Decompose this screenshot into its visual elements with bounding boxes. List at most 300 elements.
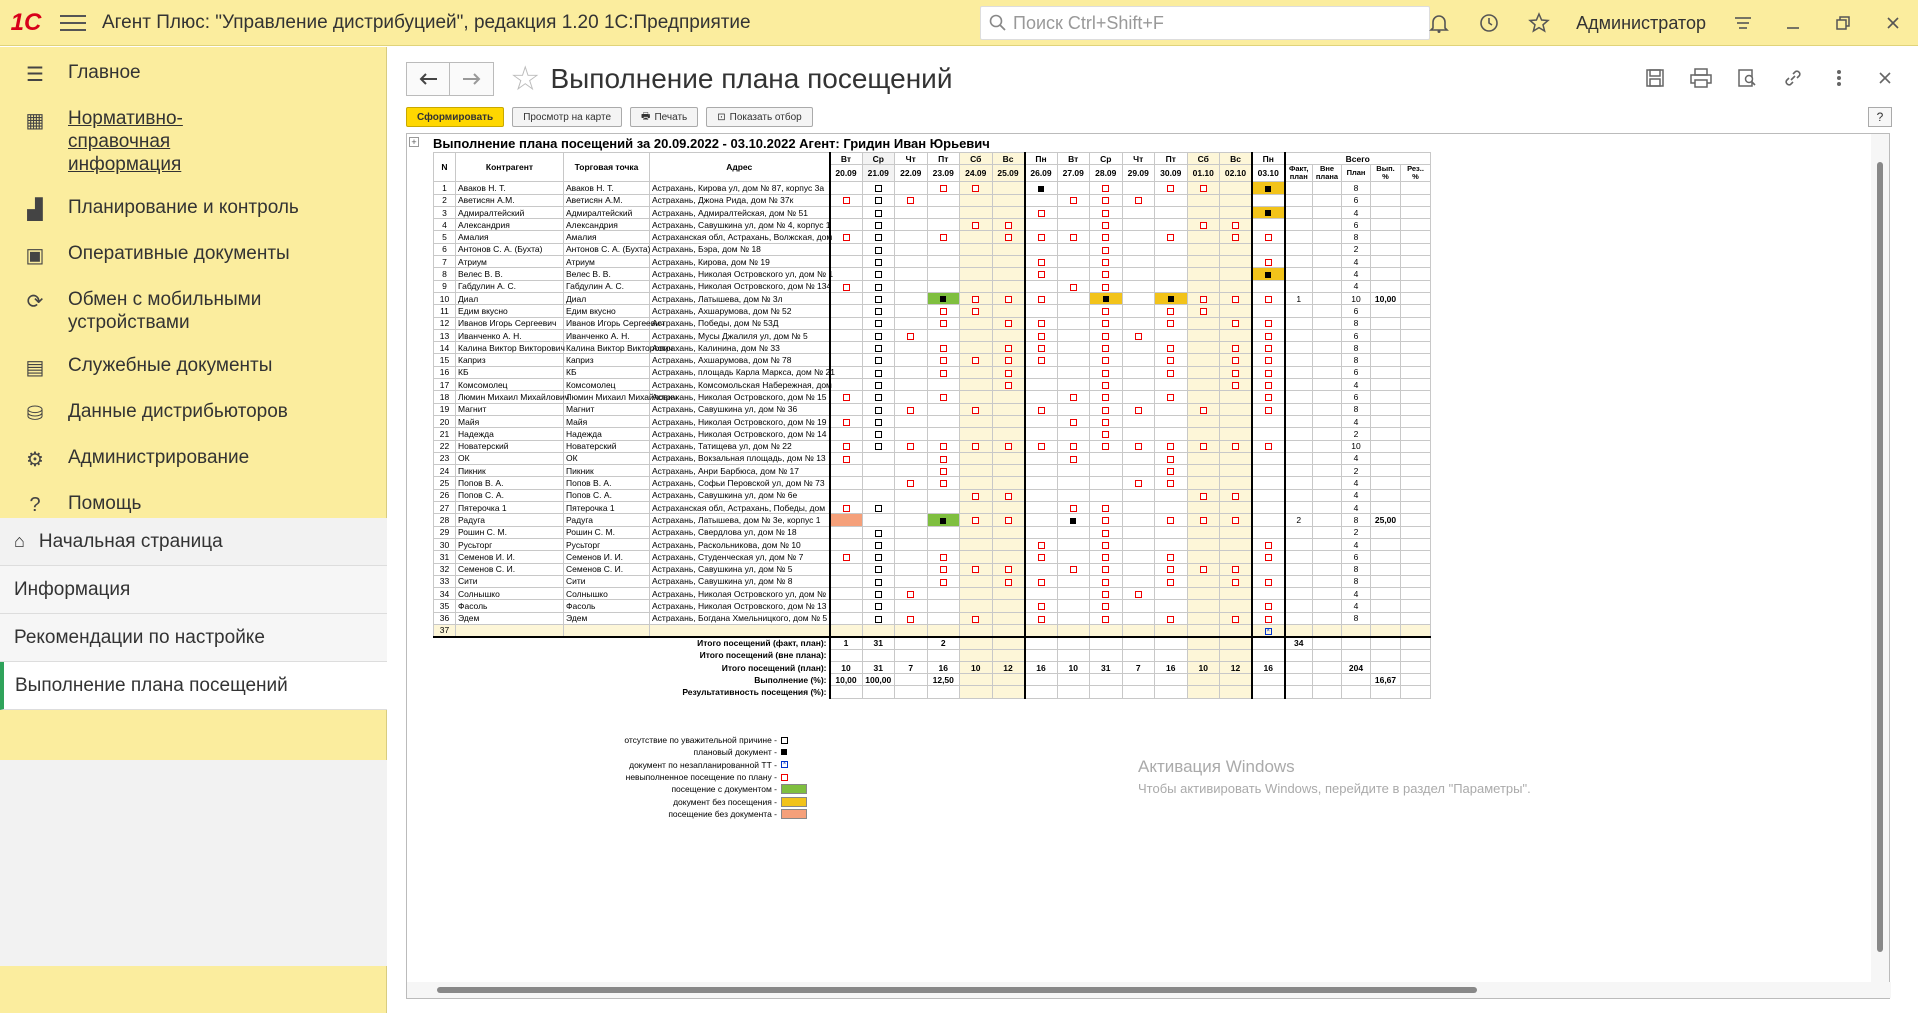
summary-day-cell — [1252, 649, 1285, 661]
summary-day-cell — [960, 637, 993, 649]
missed-visit-icon — [1232, 234, 1239, 241]
search-icon — [989, 14, 1007, 32]
total-cell — [1371, 231, 1401, 243]
excused-absence-icon — [875, 443, 882, 450]
point-cell: Пикник — [564, 465, 650, 477]
date-header: 28.09 — [1090, 165, 1123, 182]
sidebar-section-0[interactable] — [0, 51, 386, 97]
planned-document-icon — [1070, 518, 1076, 524]
summary-day-cell — [1187, 637, 1220, 649]
day-cell — [960, 219, 993, 231]
preview-icon[interactable] — [1724, 61, 1770, 95]
day-cell — [1220, 182, 1253, 194]
missed-visit-icon — [1070, 443, 1077, 450]
more-vertical-icon[interactable] — [1816, 61, 1862, 95]
table-row[interactable] — [434, 317, 1431, 329]
total-cell — [1285, 243, 1313, 255]
address-cell: Астрахань, площадь Карла Маркса, дом № 21 — [650, 366, 830, 378]
day-cell — [1220, 551, 1253, 563]
main-menu-icon[interactable] — [60, 10, 86, 36]
missed-visit-icon — [1167, 554, 1174, 561]
table-row[interactable] — [434, 624, 1431, 636]
day-cell — [992, 292, 1025, 304]
save-icon[interactable] — [1632, 61, 1678, 95]
legend-item — [617, 759, 807, 771]
restore-icon[interactable] — [1818, 0, 1868, 46]
day-cell — [862, 538, 895, 550]
total-cell — [1313, 489, 1342, 501]
table-row[interactable] — [434, 391, 1431, 403]
table-row[interactable] — [434, 231, 1431, 243]
total-cell: 8 — [1342, 563, 1371, 575]
help-button[interactable]: ? — [1868, 107, 1892, 127]
total-cell — [1285, 342, 1313, 354]
day-cell — [1155, 452, 1188, 464]
open-window-2[interactable] — [0, 614, 387, 662]
settings-lines-icon[interactable] — [1718, 0, 1768, 46]
day-cell — [1057, 243, 1090, 255]
sidebar-section-label: Главное — [68, 62, 141, 83]
missed-visit-icon — [1070, 284, 1077, 291]
table-row[interactable] — [434, 305, 1431, 317]
day-cell — [960, 563, 993, 575]
total-cell — [1401, 231, 1431, 243]
missed-visit-icon — [1265, 554, 1272, 561]
day-cell — [960, 514, 993, 526]
day-cell — [1220, 403, 1253, 415]
total-cell: 6 — [1342, 366, 1371, 378]
day-cell — [1025, 194, 1058, 206]
table-row[interactable] — [434, 514, 1431, 526]
summary-day-cell — [895, 637, 928, 649]
total-cell — [1285, 391, 1313, 403]
missed-visit-icon — [1167, 234, 1174, 241]
point-cell: Надежда — [564, 428, 650, 440]
day-cell — [1057, 514, 1090, 526]
row-number: 34 — [434, 588, 456, 600]
day-cell — [1122, 256, 1155, 268]
day-cell — [1252, 366, 1285, 378]
table-row[interactable] — [434, 342, 1431, 354]
day-cell — [960, 440, 993, 452]
total-cell — [1285, 219, 1313, 231]
print-icon[interactable] — [1678, 61, 1724, 95]
missed-visit-icon — [1102, 431, 1109, 438]
row-number: 28 — [434, 514, 456, 526]
total-cell — [1371, 256, 1401, 268]
day-cell — [1155, 600, 1188, 612]
total-cell: 6 — [1342, 391, 1371, 403]
print-button[interactable] — [630, 107, 698, 127]
col-address-header: Адрес — [650, 153, 830, 182]
day-cell — [992, 366, 1025, 378]
table-row[interactable] — [434, 329, 1431, 341]
total-cell — [1401, 452, 1431, 464]
address-cell: Астрахань, Богдана Хмельницкого, дом № 5 — [650, 612, 830, 624]
summary-day-cell: 1 — [830, 637, 863, 649]
minimize-icon[interactable] — [1768, 0, 1818, 46]
table-row[interactable] — [434, 415, 1431, 427]
contractor-cell — [456, 624, 564, 636]
table-row[interactable] — [434, 280, 1431, 292]
day-cell — [1122, 440, 1155, 452]
link-icon[interactable] — [1770, 61, 1816, 95]
day-cell — [830, 612, 863, 624]
vertical-scrollbar[interactable] — [1871, 134, 1889, 984]
day-cell — [1187, 588, 1220, 600]
point-cell: Эдем — [564, 612, 650, 624]
sidebar-section-label: Нормативно-справочная информация — [68, 108, 183, 175]
planned-document-icon — [1038, 186, 1044, 192]
row-number: 29 — [434, 526, 456, 538]
missed-visit-icon — [940, 357, 947, 364]
close-icon[interactable] — [1868, 0, 1918, 46]
sidebar-section-4[interactable] — [0, 278, 386, 344]
day-of-week-header: Пн — [1252, 153, 1285, 165]
missed-visit-icon — [1200, 407, 1207, 414]
table-row[interactable] — [434, 206, 1431, 218]
table-row[interactable] — [434, 268, 1431, 280]
total-cell — [1313, 477, 1342, 489]
missed-visit-icon — [843, 284, 850, 291]
day-cell — [1187, 219, 1220, 231]
address-cell: Астрахань, Кирова, дом № 19 — [650, 256, 830, 268]
day-cell — [830, 305, 863, 317]
map-view-button[interactable]: Просмотр на карте — [512, 107, 622, 127]
contractor-cell: Люмин Михаил Михайлович — [456, 391, 564, 403]
table-row[interactable] — [434, 563, 1431, 575]
day-cell — [1122, 379, 1155, 391]
missed-visit-icon — [1265, 345, 1272, 352]
contractor-cell: Пикник — [456, 465, 564, 477]
day-cell — [992, 477, 1025, 489]
table-row[interactable] — [434, 403, 1431, 415]
point-cell: Новатерский — [564, 440, 650, 452]
1c-logo[interactable]: 1С — [10, 8, 42, 36]
form-close-icon[interactable] — [1862, 61, 1908, 95]
total-cell — [1313, 231, 1342, 243]
day-cell — [1090, 231, 1123, 243]
total-cell: 4 — [1342, 600, 1371, 612]
sidebar-section-6[interactable] — [0, 390, 386, 436]
total-cell — [1371, 182, 1401, 194]
day-cell — [992, 329, 1025, 341]
missed-visit-icon — [1200, 308, 1207, 315]
forward-button[interactable] — [450, 62, 494, 96]
day-cell — [1155, 403, 1188, 415]
day-cell — [1220, 452, 1253, 464]
day-cell — [1090, 268, 1123, 280]
date-header: 29.09 — [1122, 165, 1155, 182]
user-name[interactable]: Администратор — [1576, 12, 1706, 33]
day-cell — [1122, 624, 1155, 636]
day-cell — [1220, 379, 1253, 391]
contractor-cell: КБ — [456, 366, 564, 378]
total-cell: 8 — [1342, 612, 1371, 624]
day-cell — [1252, 182, 1285, 194]
day-cell — [1025, 538, 1058, 550]
table-row[interactable] — [434, 366, 1431, 378]
day-cell — [992, 465, 1025, 477]
date-header: 26.09 — [1025, 165, 1058, 182]
history-icon[interactable] — [1464, 0, 1514, 46]
generate-button[interactable]: Сформировать — [406, 107, 504, 127]
day-cell — [1155, 354, 1188, 366]
summary-day-cell: 31 — [862, 637, 895, 649]
point-cell: Радуга — [564, 514, 650, 526]
day-cell — [1187, 379, 1220, 391]
total-cell — [1313, 575, 1342, 587]
day-cell — [1122, 268, 1155, 280]
documents-icon: ▣ — [25, 244, 45, 267]
address-cell: Астрахань, Ахшарумова, дом № 78 — [650, 354, 830, 366]
total-header: Всего — [1285, 153, 1431, 165]
address-cell: Астрахань, Свердлова ул, дом № 18 — [650, 526, 830, 538]
contractor-cell: Майя — [456, 415, 564, 427]
day-cell — [862, 182, 895, 194]
sidebar-section-1[interactable] — [0, 97, 386, 186]
day-cell — [1220, 391, 1253, 403]
legend-item — [617, 808, 807, 820]
day-cell — [960, 342, 993, 354]
summary-day-cell — [895, 686, 928, 698]
horizontal-scrollbar[interactable] — [407, 982, 1891, 998]
day-cell — [1220, 256, 1253, 268]
show-filter-button[interactable] — [706, 107, 812, 127]
summary-day-cell: 12 — [992, 661, 1025, 673]
day-cell — [862, 366, 895, 378]
missed-visit-icon — [1167, 370, 1174, 377]
table-row[interactable] — [434, 575, 1431, 587]
missed-visit-icon — [940, 480, 947, 487]
day-cell — [1025, 526, 1058, 538]
day-cell — [1187, 514, 1220, 526]
day-cell — [1252, 489, 1285, 501]
contractor-cell: Амалия — [456, 231, 564, 243]
missed-visit-icon — [1102, 419, 1109, 426]
total-cell — [1401, 600, 1431, 612]
total-cell: 8 — [1342, 403, 1371, 415]
missed-visit-icon — [1135, 407, 1142, 414]
day-cell — [1220, 342, 1253, 354]
table-row[interactable] — [434, 489, 1431, 501]
contractor-cell: Фасоль — [456, 600, 564, 612]
day-cell — [1155, 317, 1188, 329]
total-cell: 1 — [1285, 292, 1313, 304]
day-cell — [830, 526, 863, 538]
table-row[interactable] — [434, 182, 1431, 194]
table-row[interactable] — [434, 612, 1431, 624]
table-row[interactable] — [434, 256, 1431, 268]
day-of-week-header: Сб — [960, 153, 993, 165]
day-cell — [960, 268, 993, 280]
day-cell — [1057, 182, 1090, 194]
day-cell — [1155, 182, 1188, 194]
table-row[interactable] — [434, 502, 1431, 514]
total-cell — [1401, 440, 1431, 452]
day-cell — [927, 514, 960, 526]
point-cell: Пятерочка 1 — [564, 502, 650, 514]
summary-day-cell: 10 — [830, 661, 863, 673]
total-cell: 4 — [1342, 588, 1371, 600]
total-cell: 4 — [1342, 489, 1371, 501]
row-number: 26 — [434, 489, 456, 501]
date-header: 24.09 — [960, 165, 993, 182]
total-cell — [1371, 342, 1401, 354]
point-cell: Аваков Н. Т. — [564, 182, 650, 194]
summary-total-cell — [1313, 649, 1342, 661]
summary-total-cell — [1285, 649, 1313, 661]
table-row[interactable] — [434, 477, 1431, 489]
sidebar-section-5[interactable] — [0, 344, 386, 390]
day-cell — [1220, 465, 1253, 477]
day-cell — [927, 354, 960, 366]
contractor-cell: Семенов И. И. — [456, 551, 564, 563]
missed-visit-icon — [1200, 566, 1207, 573]
planned-document-icon — [1265, 272, 1271, 278]
day-cell — [895, 317, 928, 329]
day-cell — [862, 600, 895, 612]
open-window-3[interactable] — [0, 662, 387, 710]
day-cell — [1090, 440, 1123, 452]
day-cell — [927, 403, 960, 415]
search-input[interactable] — [980, 6, 1430, 40]
day-cell — [1252, 243, 1285, 255]
table-row[interactable] — [434, 526, 1431, 538]
point-cell: ОК — [564, 452, 650, 464]
missed-visit-icon — [1167, 357, 1174, 364]
missed-visit-icon — [1038, 579, 1045, 586]
day-cell — [1057, 502, 1090, 514]
table-row[interactable] — [434, 440, 1431, 452]
report-document[interactable] — [406, 133, 1890, 999]
page-title: Выполнение плана посещений — [550, 63, 953, 94]
total-cell — [1285, 477, 1313, 489]
table-row[interactable] — [434, 538, 1431, 550]
day-cell — [927, 477, 960, 489]
total-cell — [1371, 465, 1401, 477]
star-icon[interactable] — [1514, 0, 1564, 46]
day-cell — [927, 489, 960, 501]
day-cell — [1090, 391, 1123, 403]
missed-visit-icon — [1135, 197, 1142, 204]
row-number: 32 — [434, 563, 456, 575]
date-header: 03.10 — [1252, 165, 1285, 182]
missed-visit-icon — [1135, 443, 1142, 450]
table-row[interactable] — [434, 465, 1431, 477]
planned-document-icon — [940, 296, 946, 302]
summary-total-cell — [1371, 637, 1401, 649]
table-row[interactable] — [434, 219, 1431, 231]
missed-visit-icon — [1070, 234, 1077, 241]
day-cell — [992, 588, 1025, 600]
missed-visit-icon — [972, 308, 979, 315]
sidebar-section-7[interactable] — [0, 436, 386, 482]
day-cell — [1057, 403, 1090, 415]
row-number: 25 — [434, 477, 456, 489]
table-row[interactable] — [434, 379, 1431, 391]
missed-visit-icon — [1070, 394, 1077, 401]
day-cell — [1187, 403, 1220, 415]
day-cell — [1220, 612, 1253, 624]
day-cell — [927, 538, 960, 550]
missed-visit-icon — [1038, 296, 1045, 303]
excused-absence-icon — [875, 185, 882, 192]
table-row[interactable] — [434, 194, 1431, 206]
total-cell: 4 — [1342, 538, 1371, 550]
day-cell — [992, 600, 1025, 612]
day-cell — [1155, 379, 1188, 391]
total-cell — [1401, 465, 1431, 477]
day-cell — [927, 526, 960, 538]
total-cell — [1401, 403, 1431, 415]
summary-total-cell — [1313, 686, 1342, 698]
total-cell — [1401, 526, 1431, 538]
day-cell — [1155, 538, 1188, 550]
day-cell — [1155, 280, 1188, 292]
table-row[interactable] — [434, 243, 1431, 255]
summary-day-cell: 16 — [1155, 661, 1188, 673]
summary-row — [434, 661, 1431, 673]
total-cell — [1401, 502, 1431, 514]
bell-icon[interactable] — [1414, 0, 1464, 46]
table-row[interactable] — [434, 292, 1431, 304]
missed-visit-icon — [940, 185, 947, 192]
total-cell — [1313, 415, 1342, 427]
table-row[interactable] — [434, 588, 1431, 600]
excused-absence-icon — [875, 542, 882, 549]
expand-icon[interactable]: + — [409, 137, 419, 147]
address-cell: Астрахань, Софьи Перовской ул, дом № 73 — [650, 477, 830, 489]
day-cell — [1155, 305, 1188, 317]
day-cell — [1025, 391, 1058, 403]
table-row[interactable] — [434, 452, 1431, 464]
day-cell — [927, 428, 960, 440]
day-cell — [1252, 514, 1285, 526]
table-row[interactable] — [434, 600, 1431, 612]
favorite-star-icon[interactable]: ☆ — [510, 60, 541, 98]
day-cell — [927, 280, 960, 292]
sidebar-section-3[interactable] — [0, 232, 386, 278]
table-row[interactable] — [434, 354, 1431, 366]
total-cell — [1401, 575, 1431, 587]
total-cell: 4 — [1342, 452, 1371, 464]
sidebar-section-label: Оперативные документы — [68, 243, 290, 264]
table-row[interactable] — [434, 551, 1431, 563]
table-row[interactable] — [434, 428, 1431, 440]
day-cell — [1155, 624, 1188, 636]
day-cell — [1122, 366, 1155, 378]
day-cell — [830, 317, 863, 329]
back-button[interactable] — [406, 62, 450, 96]
open-window-0[interactable] — [0, 518, 387, 566]
day-cell — [927, 366, 960, 378]
total-cell — [1401, 219, 1431, 231]
total-cell — [1313, 366, 1342, 378]
point-cell: Рошин С. М. — [564, 526, 650, 538]
day-cell — [830, 280, 863, 292]
day-cell — [1252, 612, 1285, 624]
day-cell — [895, 440, 928, 452]
open-window-1[interactable] — [0, 566, 387, 614]
missed-visit-icon — [1265, 603, 1272, 610]
day-cell — [1090, 366, 1123, 378]
total-cell — [1313, 514, 1342, 526]
total-cell — [1371, 502, 1401, 514]
sync-icon: ⟳ — [26, 290, 44, 313]
day-of-week-header: Пн — [1025, 153, 1058, 165]
sidebar-section-2[interactable] — [0, 186, 386, 232]
